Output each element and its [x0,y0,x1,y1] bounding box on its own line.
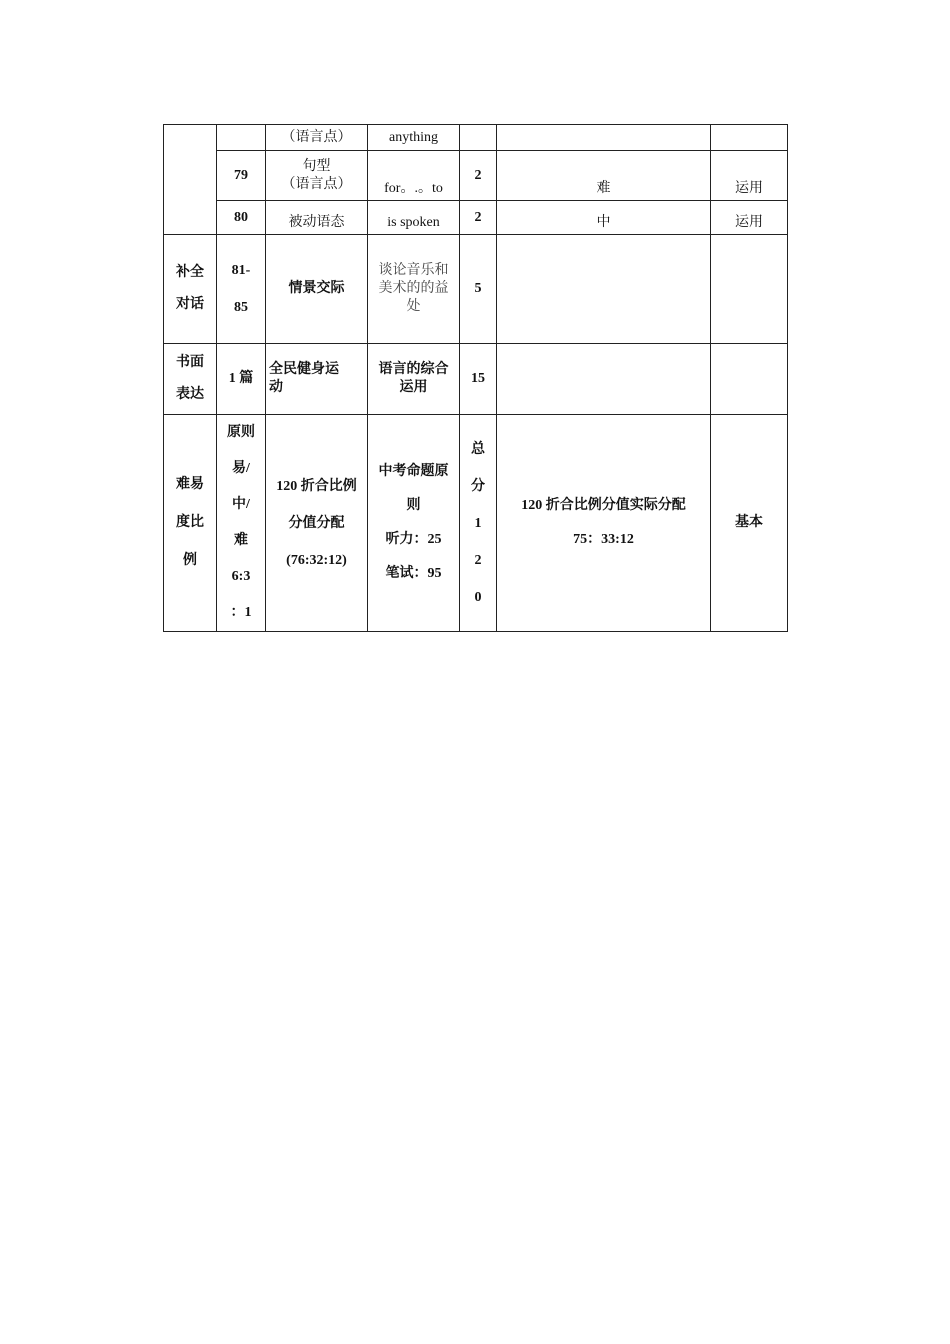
section-line: 对话 [176,297,204,312]
content-line: 美术的的益 [378,281,449,296]
content-cell [368,151,460,201]
content-line: 笔试：95 [385,566,442,581]
section-cell [164,344,217,415]
type-cell [266,151,368,201]
type-text: 情景交际 [288,281,345,296]
difficulty-cell [497,415,711,632]
section-line: 书面 [176,355,204,370]
number-line: 6:3 [231,569,251,584]
score-cell [460,235,497,344]
score-cell [460,415,497,632]
ability-cell [711,151,788,201]
type-line: (76:32:12) [286,552,347,568]
number-cell [217,344,266,415]
content-line: 处 [406,299,421,314]
score-text: 2 [474,209,482,225]
difficulty-line: 75：33:12 [573,532,634,547]
type-line: 全民健身运 [269,362,339,377]
number-cell [217,235,266,344]
number-line: 原则 [227,425,255,440]
number-line: 81- [231,263,251,278]
content-cell [368,344,460,415]
content-cell [368,201,460,235]
number-line: ：1 [230,605,252,620]
type-line: 句型 [302,158,331,174]
type-cell [266,235,368,344]
content-cell [368,415,460,632]
difficulty-cell [497,344,711,415]
score-line: 1 [474,515,482,531]
content-cell [368,235,460,344]
difficulty-cell [497,235,711,344]
table-row [164,125,788,151]
content-text: is spoken [387,215,440,230]
content-text: for。.。to [384,181,443,196]
type-cell [266,125,368,151]
ability-text: 基本 [735,515,763,530]
ability-cell [711,125,788,151]
question-number: 80 [234,209,248,225]
score-line: 0 [474,589,482,605]
score-cell [460,201,497,235]
section-line: 补全 [176,265,204,280]
ability-text: 运用 [735,181,763,196]
score-cell [460,151,497,201]
number-line: 85 [234,300,248,315]
section-line: 度比 [176,515,204,530]
type-text: （语言点） [281,129,352,145]
number-line: 易/ [232,461,250,476]
score-cell [460,125,497,151]
section-cell [164,415,217,632]
number-cell [217,151,266,201]
ability-text: 运用 [735,215,763,230]
section-cell-empty [164,125,217,235]
difficulty-text: 难 [596,181,611,196]
content-line: 运用 [399,380,428,395]
score-line: 总 [471,441,485,457]
ability-cell [711,344,788,415]
content-text: anything [389,129,438,145]
type-line: 分值分配 [288,515,345,531]
score-cell [460,344,497,415]
content-line: 听力：25 [385,532,442,547]
type-cell [266,344,368,415]
table-row [164,235,788,344]
table-row [164,151,788,201]
type-cell [266,201,368,235]
number-cell [217,201,266,235]
section-line: 难易 [176,477,204,492]
number-line: 中/ [232,497,250,512]
section-line: 表达 [176,387,204,402]
difficulty-cell [497,201,711,235]
difficulty-cell [497,125,711,151]
section-cell [164,235,217,344]
type-cell [266,415,368,632]
ability-cell [711,235,788,344]
section-line: 例 [183,553,197,568]
content-line: 语言的综合 [378,362,449,377]
number-line: 难 [234,533,248,548]
type-line: （语言点） [281,176,352,192]
difficulty-line: 120 折合比例分值实际分配 [521,498,686,513]
number-cell [217,415,266,632]
question-number: 1 篇 [228,371,254,386]
score-text: 2 [474,167,482,183]
content-line: 谈论音乐和 [378,263,449,278]
score-line: 2 [474,552,482,568]
table-row [164,344,788,415]
content-line: 则 [406,498,421,513]
difficulty-text: 中 [596,215,611,230]
ability-cell [711,415,788,632]
exam-spec-table [163,124,788,632]
ability-cell [711,201,788,235]
question-number: 79 [234,167,248,183]
score-text: 5 [474,281,482,296]
table-row [164,201,788,235]
content-line: 中考命题原 [378,464,449,479]
table-row [164,415,788,632]
score-line: 分 [471,478,485,494]
score-text: 15 [471,371,485,386]
content-cell [368,125,460,151]
type-line: 120 折合比例 [276,478,357,494]
number-cell [217,125,266,151]
type-text: 被动语态 [288,215,345,230]
difficulty-cell [497,151,711,201]
type-line: 动 [269,380,283,395]
